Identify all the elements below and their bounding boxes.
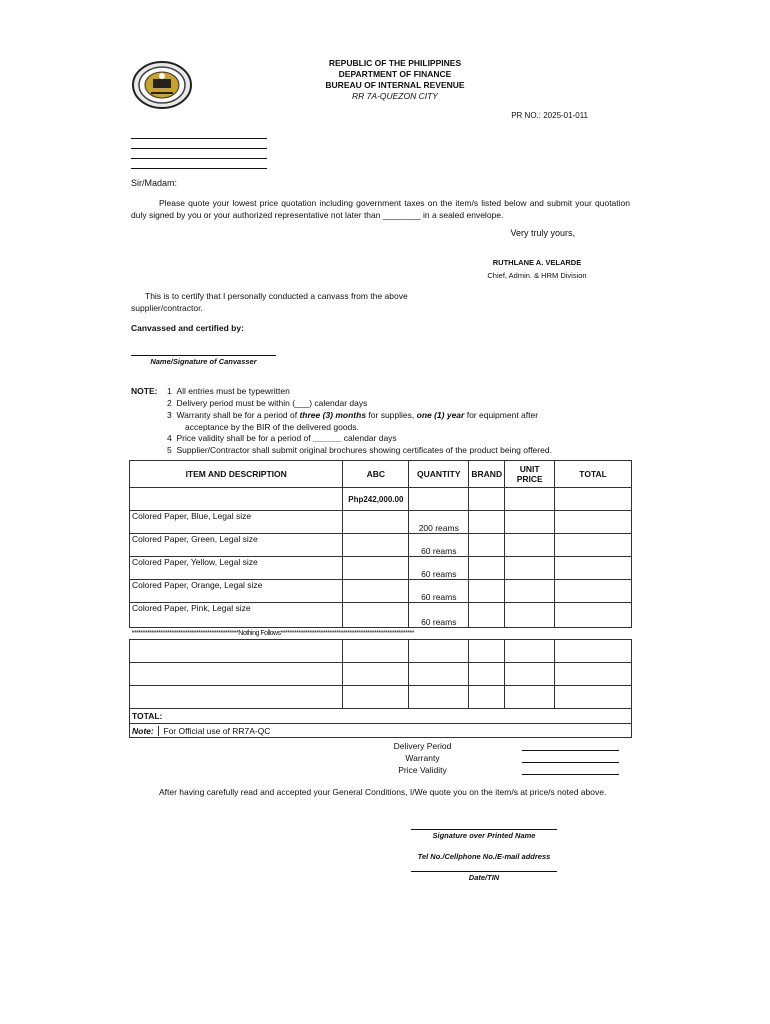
item-quantity: 60 reams	[409, 557, 469, 580]
item-description: Colored Paper, Yellow, Legal size	[130, 557, 343, 580]
signature-label: Signature over Printed Name	[432, 831, 536, 840]
table-note-label: Note:	[130, 726, 159, 736]
note-text: All entries must be typewritten	[176, 386, 290, 396]
table-cell	[343, 603, 409, 628]
table-cell	[409, 686, 469, 709]
blank-row	[130, 686, 632, 709]
pr-number: PR NO.: 2025-01-011	[511, 111, 588, 120]
table-row	[130, 603, 632, 628]
address-line-1	[131, 138, 267, 139]
note-text: calendar days	[341, 433, 397, 443]
abc-value: Php242,000.00	[343, 488, 409, 511]
table-cell	[555, 511, 632, 534]
table-cell	[555, 686, 632, 709]
table-cell	[469, 534, 505, 557]
item-description: Colored Paper, Blue, Legal size	[130, 511, 343, 534]
delivery-period-label: Delivery Period	[393, 741, 452, 751]
date-tin-line[interactable]	[411, 871, 557, 872]
letterhead	[270, 58, 520, 102]
table-cell	[343, 640, 409, 663]
request-paragraph: Please quote your lowest price quotation including government taxes on the item/s listed below and submit your quotation duly signed by you or your authorized representative not later than ________ in a sealed envelope.	[131, 198, 630, 220]
canvasser-signature-line	[131, 355, 276, 356]
blank-row	[130, 663, 632, 686]
table-cell	[343, 511, 409, 534]
note-emphasis: one (1) year	[416, 410, 465, 420]
item-description: Colored Paper, Orange, Legal size	[130, 580, 343, 603]
table-cell	[409, 663, 469, 686]
table-cell	[409, 488, 469, 511]
table-cell	[469, 640, 505, 663]
table-cell	[469, 603, 505, 628]
header-bureau: BUREAU OF INTERNAL REVENUE	[325, 80, 465, 90]
note-item-4	[167, 432, 397, 444]
item-quantity: 60 reams	[409, 580, 469, 603]
table-cell	[555, 534, 632, 557]
note-number: 2	[167, 398, 172, 408]
header-quantity: QUANTITY	[409, 461, 469, 488]
table-row	[130, 511, 632, 534]
header-abc: ABC	[343, 461, 409, 488]
table-row	[130, 534, 632, 557]
note-item-5	[167, 444, 552, 456]
note-blank: ______	[313, 433, 342, 443]
blank-row	[130, 640, 632, 663]
note-number: 3	[167, 410, 172, 420]
note-text: Warranty shall be for a period of	[176, 410, 300, 420]
table-cell	[505, 686, 555, 709]
header-total: TOTAL	[555, 461, 632, 488]
warranty-field[interactable]	[522, 762, 619, 763]
table-cell	[130, 686, 343, 709]
table-cell	[343, 686, 409, 709]
date-tin-label: Date/TIN	[468, 873, 500, 882]
header-brand: BRAND	[469, 461, 505, 488]
note-emphasis: three (3) months	[299, 410, 367, 420]
total-row	[130, 709, 632, 724]
table-cell	[409, 640, 469, 663]
item-quantity: 60 reams	[409, 534, 469, 557]
signatory-block	[470, 258, 604, 280]
table-cell	[130, 663, 343, 686]
table-cell	[130, 488, 343, 511]
terms-labels	[360, 740, 485, 776]
table-cell	[555, 603, 632, 628]
signatory-name: RUTHLANE A. VELARDE	[492, 258, 582, 267]
canvassed-label: Canvassed and certified by:	[131, 323, 244, 333]
table-row	[130, 557, 632, 580]
table-cell	[555, 640, 632, 663]
note-label: NOTE:	[131, 386, 158, 396]
certify-text: This is to certify that I personally conducted a canvass from the above supplier/contractor.	[131, 291, 408, 313]
acceptance-paragraph: After having carefully read and accepted your General Conditions, I/We quote you on the item/s at price/s noted above.	[159, 787, 607, 797]
table-cell	[343, 663, 409, 686]
table-cell	[130, 640, 343, 663]
bir-seal-logo	[131, 60, 193, 110]
item-quantity: 200 reams	[409, 511, 469, 534]
item-description: Colored Paper, Pink, Legal size	[130, 603, 343, 628]
signatory-title: Chief, Admin. & HRM Division	[487, 271, 587, 280]
table-cell	[505, 488, 555, 511]
table-cell	[343, 534, 409, 557]
table-cell	[555, 580, 632, 603]
table-cell	[469, 580, 505, 603]
table-cell	[505, 557, 555, 580]
table-cell	[505, 511, 555, 534]
note-item-3-continued: acceptance by the BIR of the delivered goods.	[185, 422, 359, 432]
table-cell	[555, 663, 632, 686]
nothing-follows-row	[130, 628, 632, 640]
signature-line[interactable]	[411, 829, 557, 830]
table-cell	[343, 557, 409, 580]
note-number: 5	[167, 445, 172, 455]
salutation: Sir/Madam:	[131, 178, 178, 188]
header-office: RR 7A-QUEZON CITY	[352, 91, 438, 101]
canvasser-label: Name/Signature of Canvasser	[150, 357, 257, 366]
item-quantity: 60 reams	[409, 603, 469, 628]
total-label: TOTAL:	[130, 709, 632, 724]
warranty-label: Warranty	[405, 753, 440, 763]
closing: Very truly yours,	[510, 228, 575, 238]
table-cell	[555, 557, 632, 580]
note-text: Price validity shall be for a period of	[176, 433, 314, 443]
table-cell	[469, 686, 505, 709]
note-item-1	[167, 385, 290, 397]
header-unit-price: UNIT PRICE	[505, 461, 555, 488]
nothing-follows: ************************************************Nothing Follows************************************************************	[130, 628, 632, 640]
table-cell	[469, 511, 505, 534]
table-row	[130, 580, 632, 603]
table-cell	[469, 663, 505, 686]
table-header-row	[130, 461, 632, 488]
table-cell	[505, 640, 555, 663]
table-note-text: For Official use of RR7A-QC	[163, 725, 271, 736]
header-department: DEPARTMENT OF FINANCE	[338, 69, 452, 79]
table-cell	[555, 488, 632, 511]
header-item-description: ITEM AND DESCRIPTION	[130, 461, 343, 488]
table-cell	[505, 580, 555, 603]
table-cell	[505, 534, 555, 557]
address-line-2	[131, 148, 267, 149]
note-item-3	[167, 409, 538, 421]
address-line-4	[131, 168, 267, 169]
note-text: for supplies,	[366, 410, 417, 420]
note-number: 4	[167, 433, 172, 443]
note-number: 1	[167, 386, 172, 396]
address-line-3	[131, 158, 267, 159]
note-text: Delivery period must be within (___) calendar days	[176, 398, 368, 408]
table-cell	[505, 603, 555, 628]
price-validity-label: Price Validity	[398, 765, 447, 775]
table-cell	[505, 663, 555, 686]
contact-label: Tel No./Cellphone No./E-mail address	[417, 852, 551, 861]
quotation-table	[129, 460, 632, 738]
table-cell	[469, 488, 505, 511]
table-cell	[469, 557, 505, 580]
table-row-abc	[130, 488, 632, 511]
header-republic: REPUBLIC OF THE PHILIPPINES	[328, 58, 462, 68]
delivery-period-field[interactable]	[522, 750, 619, 751]
table-note	[130, 724, 632, 738]
table-note-row	[130, 724, 632, 738]
note-text: Supplier/Contractor shall submit original brochures showing certificates of the product being offered.	[176, 445, 552, 455]
item-description: Colored Paper, Green, Legal size	[130, 534, 343, 557]
table-cell	[343, 580, 409, 603]
note-text: for equipment after	[464, 410, 539, 420]
price-validity-field[interactable]	[522, 774, 619, 775]
note-item-2	[167, 397, 367, 409]
